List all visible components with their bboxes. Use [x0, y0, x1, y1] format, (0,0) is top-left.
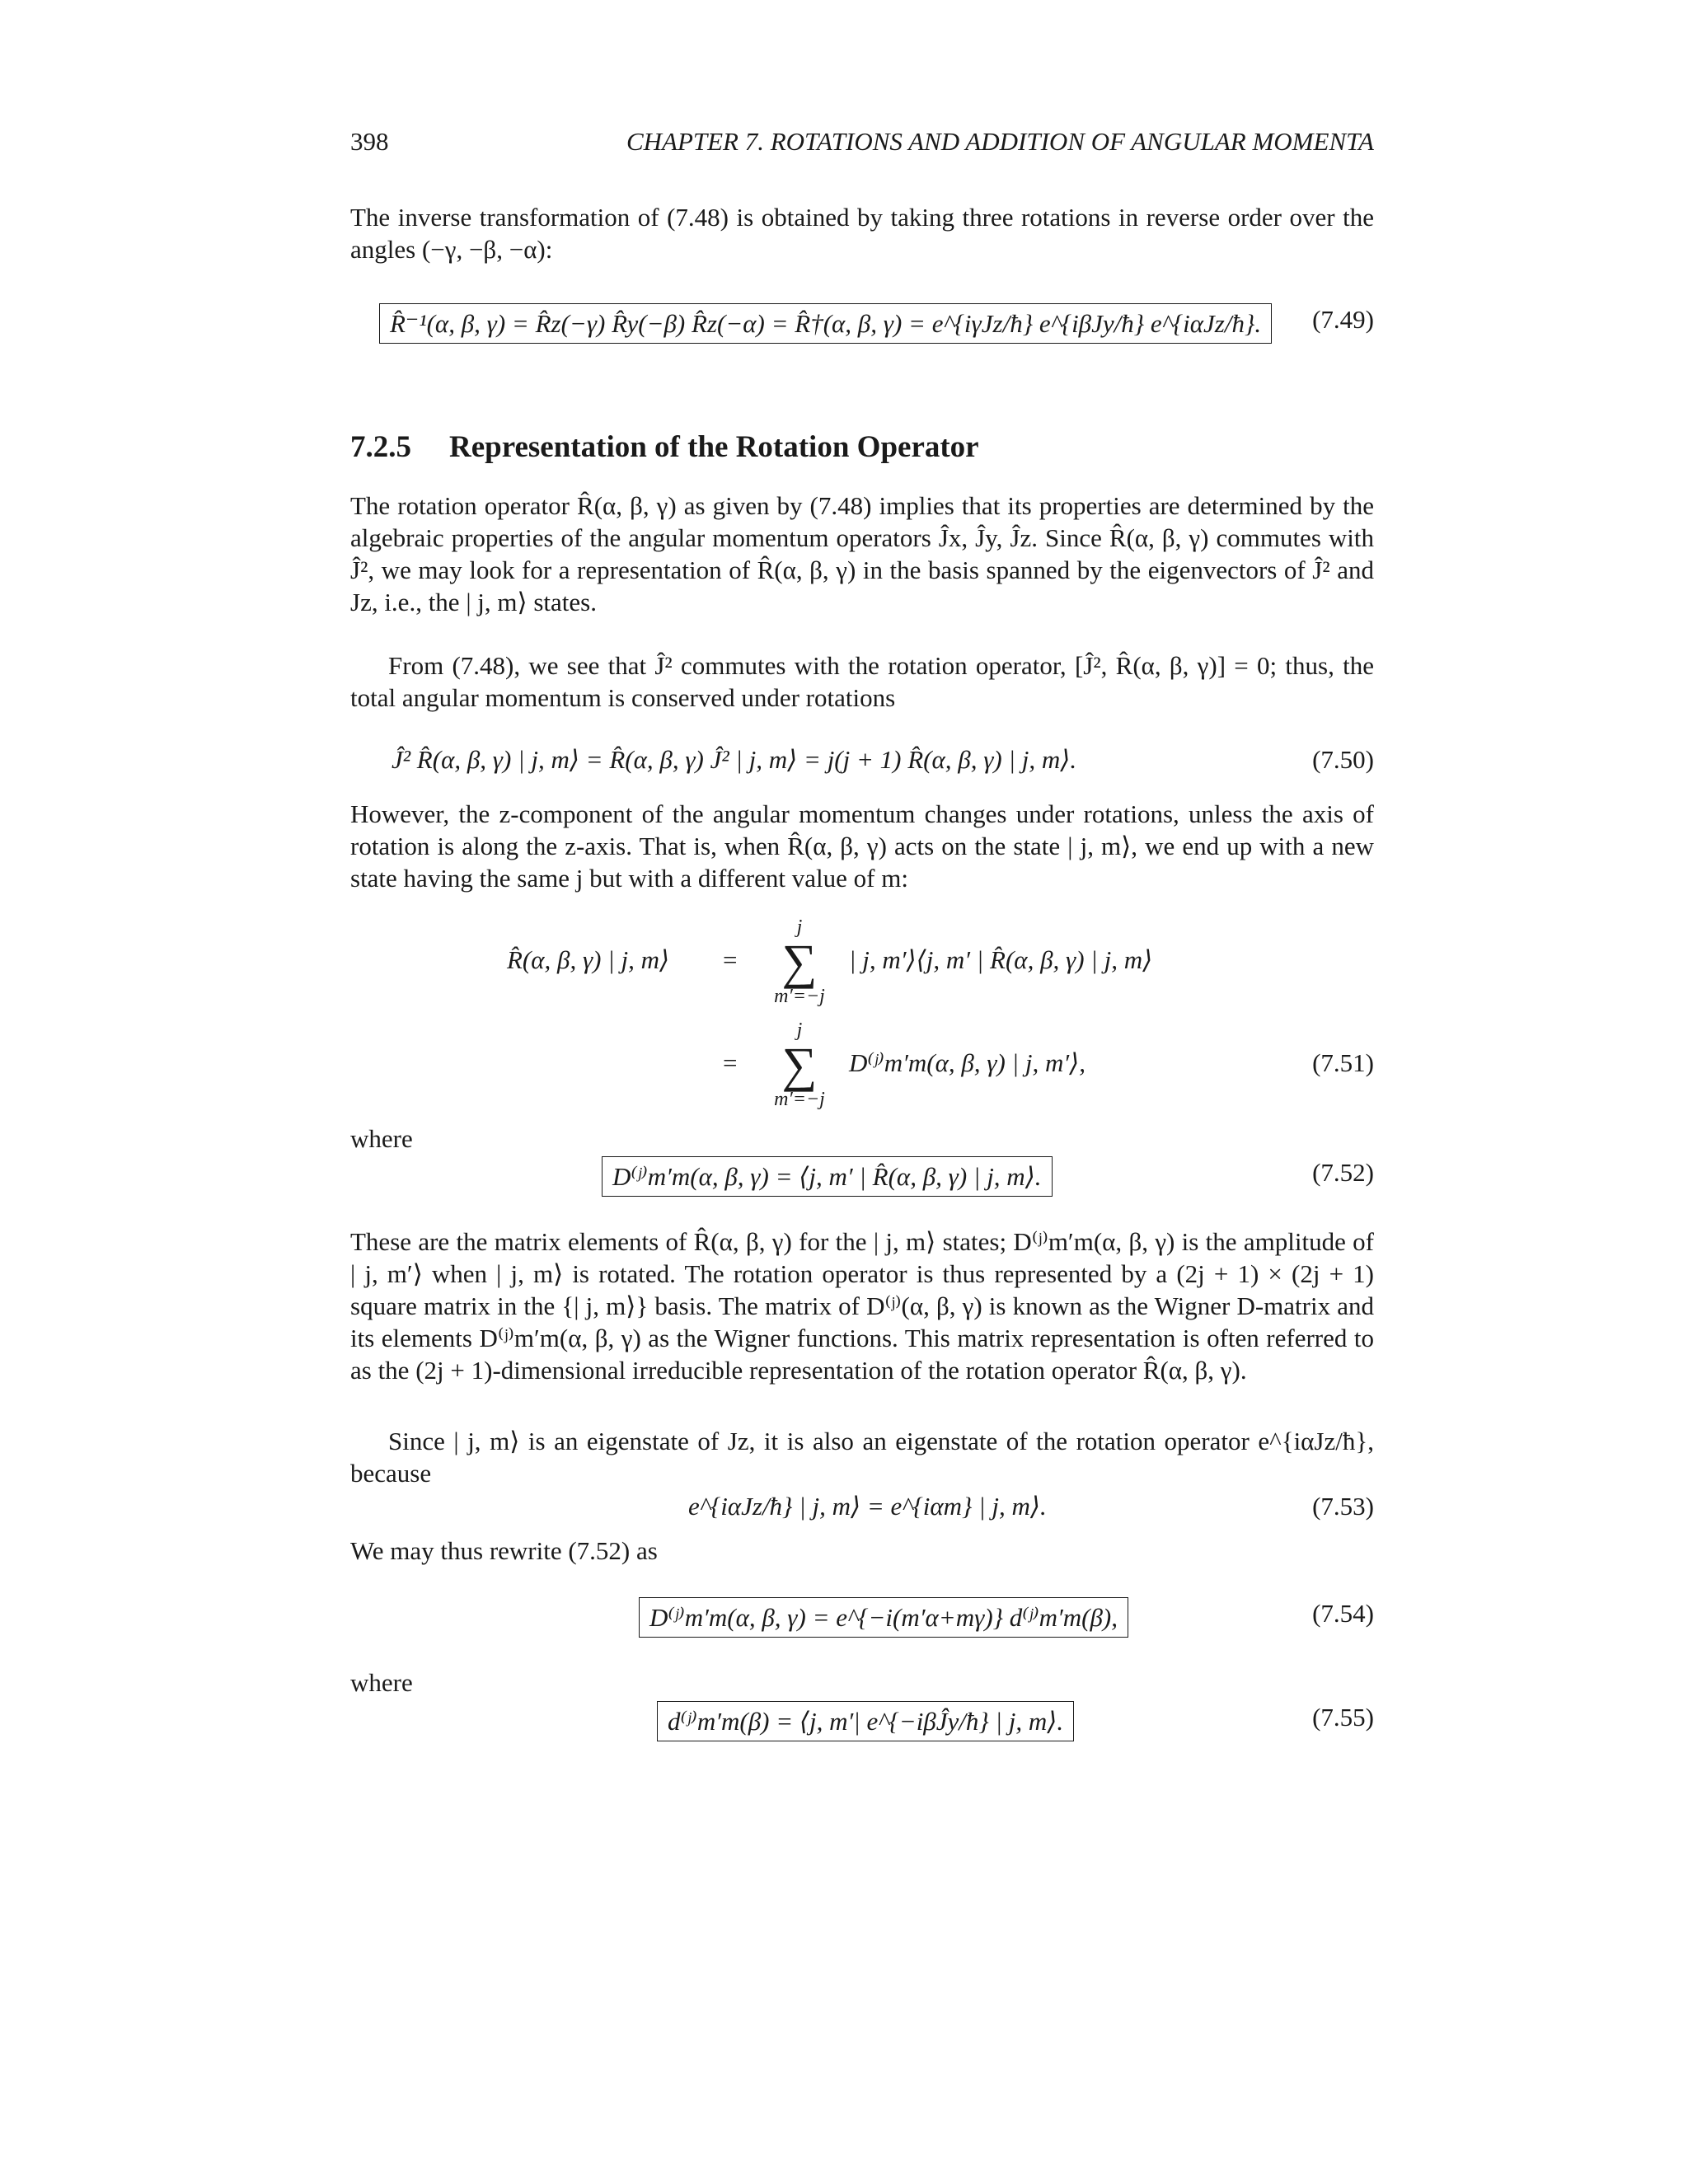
equation-7-51-line-1 [350, 916, 1374, 1010]
equation-7-51-line-2 [350, 1015, 1374, 1110]
page-number: 398 [350, 127, 389, 156]
sigma-icon: ∑ [781, 935, 818, 989]
equation-7-49 [350, 303, 1374, 349]
paragraph-6 [350, 1535, 1374, 1567]
equation-7-54-number: (7.54) [1312, 1599, 1374, 1628]
equation-7-50-number: (7.50) [1312, 745, 1374, 774]
intro-text: The inverse transformation of (7.48) is obtained by taking three rotations in reverse order over the angles (−γ, −β, −α): [350, 203, 1374, 264]
equation-7-53-body: e^{iαJz/ħ} | j, m⟩ = e^{iαm} | j, m⟩. [688, 1492, 1047, 1521]
summation-1-lower: m′=−j [774, 986, 825, 1007]
equation-7-51-equals-2: = [723, 1048, 738, 1077]
sigma-icon: ∑ [781, 1038, 818, 1092]
summation-2-lower: m′=−j [774, 1089, 825, 1110]
equation-7-50-body: Ĵ² R̂(α, β, γ) | j, m⟩ = R̂(α, β, γ) Ĵ² | j, m⟩ = j(j + 1) R̂(α, β, γ) | j, m⟩. [392, 745, 1077, 774]
equation-7-53 [350, 1490, 1374, 1536]
where-label-2: where [350, 1668, 413, 1697]
equation-7-51-equals-1: = [723, 945, 738, 974]
paragraph-6-text: We may thus rewrite (7.52) as [350, 1536, 658, 1565]
equation-7-51-number: (7.51) [1312, 1048, 1374, 1077]
equation-7-51-rhs-1: | j, m′⟩⟨j, m′ | R̂(α, β, γ) | j, m⟩ [849, 945, 1153, 974]
equation-7-53-number: (7.53) [1312, 1492, 1374, 1521]
paragraph-3-text: However, the z-component of the angular momentum changes under rotations, unless the axis of rotation is along the z-axis. That is, when R̂(α, β, γ) acts on the state | j, m⟩, we end up with a new state having the same j but with a different value of m: [350, 799, 1374, 893]
equation-7-55-number: (7.55) [1312, 1703, 1374, 1732]
paragraph-3 [350, 798, 1374, 894]
equation-7-51-rhs-2: D⁽ʲ⁾m′m(α, β, γ) | j, m′⟩, [849, 1048, 1085, 1077]
paragraph-2-text: From (7.48), we see that Ĵ² commutes with the rotation operator, [Ĵ², R̂(α, β, γ)] = 0; thus, the total angular momentum is conserved under rotations [350, 651, 1374, 712]
summation-1 [767, 917, 832, 1006]
paragraph-1-text: The rotation operator R̂(α, β, γ) as given by (7.48) implies that its properties are determined by the algebraic properties of the angular momentum operators Ĵx, Ĵy, Ĵz. Since R̂(α, β, γ) commutes with Ĵ², we may look for a representation of R̂(α, β, γ) in the basis spanned by the eigenvectors of Ĵ² and Jz, i.e., the | j, m⟩ states. [350, 491, 1374, 616]
section-title: Representation of the Rotation Operator [449, 430, 979, 464]
equation-7-54 [350, 1597, 1374, 1643]
running-head: CHAPTER 7. ROTATIONS AND ADDITION OF ANGULAR MOMENTA [626, 127, 1374, 156]
summation-2-upper: j [796, 1019, 803, 1041]
paragraph-5 [350, 1425, 1374, 1489]
equation-7-51-lhs: R̂(α, β, γ) | j, m⟩ [507, 945, 670, 974]
equation-7-55-body: d⁽ʲ⁾m′m(β) = ⟨j, m′| e^{−iβĴy/ħ} | j, m⟩. [657, 1701, 1074, 1741]
paragraph-1 [350, 490, 1374, 618]
paragraph-4-text: These are the matrix elements of R̂(α, β, γ) for the | j, m⟩ states; D⁽ʲ⁾m′m(α, β, γ) is the amplitude of | j, m′⟩ when | j, m⟩ is rotated. The rotation operator is thus represented by a (2j + 1) × (2j + 1) square matrix in the {| j, m⟩} basis. The matrix of D⁽ʲ⁾(α, β, γ) is known as the Wigner D-matrix and its elements D⁽ʲ⁾m′m(α, β, γ) as the Wigner functions. This matrix representation is often referred to as the (2j + 1)-dimensional irreducible representation of the rotation operator R̂(α, β, γ). [350, 1227, 1374, 1385]
paragraph-4 [350, 1226, 1374, 1386]
equation-7-55 [350, 1701, 1374, 1747]
paragraph-2 [350, 649, 1374, 714]
intro-paragraph [350, 201, 1374, 265]
summation-1-upper: j [796, 916, 803, 938]
equation-7-52 [350, 1156, 1374, 1202]
equation-7-50 [350, 743, 1374, 790]
page-header [350, 125, 1374, 158]
equation-7-54-body: D⁽ʲ⁾m′m(α, β, γ) = e^{−i(m′α+mγ)} d⁽ʲ⁾m′m(β), [639, 1597, 1128, 1638]
equation-7-49-body: R̂⁻¹(α, β, γ) = R̂z(−γ) R̂y(−β) R̂z(−α) = R̂†(α, β, γ) = e^{iγJz/ħ} e^{iβJy/ħ} e^{iαJz/ħ}. [379, 303, 1272, 344]
section-heading [350, 431, 979, 463]
section-number: 7.2.5 [350, 430, 411, 464]
paragraph-5-text: Since | j, m⟩ is an eigenstate of Jz, it is also an eigenstate of the rotation operator e^{iαJz/ħ}, because [350, 1427, 1374, 1488]
equation-7-49-number: (7.49) [1312, 305, 1374, 334]
equation-7-52-body: D⁽ʲ⁾m′m(α, β, γ) = ⟨j, m′ | R̂(α, β, γ) | j, m⟩. [602, 1156, 1053, 1197]
where-label-1: where [350, 1124, 413, 1153]
equation-7-52-number: (7.52) [1312, 1158, 1374, 1187]
summation-2 [767, 1020, 832, 1109]
book-page [350, 0, 1374, 2184]
